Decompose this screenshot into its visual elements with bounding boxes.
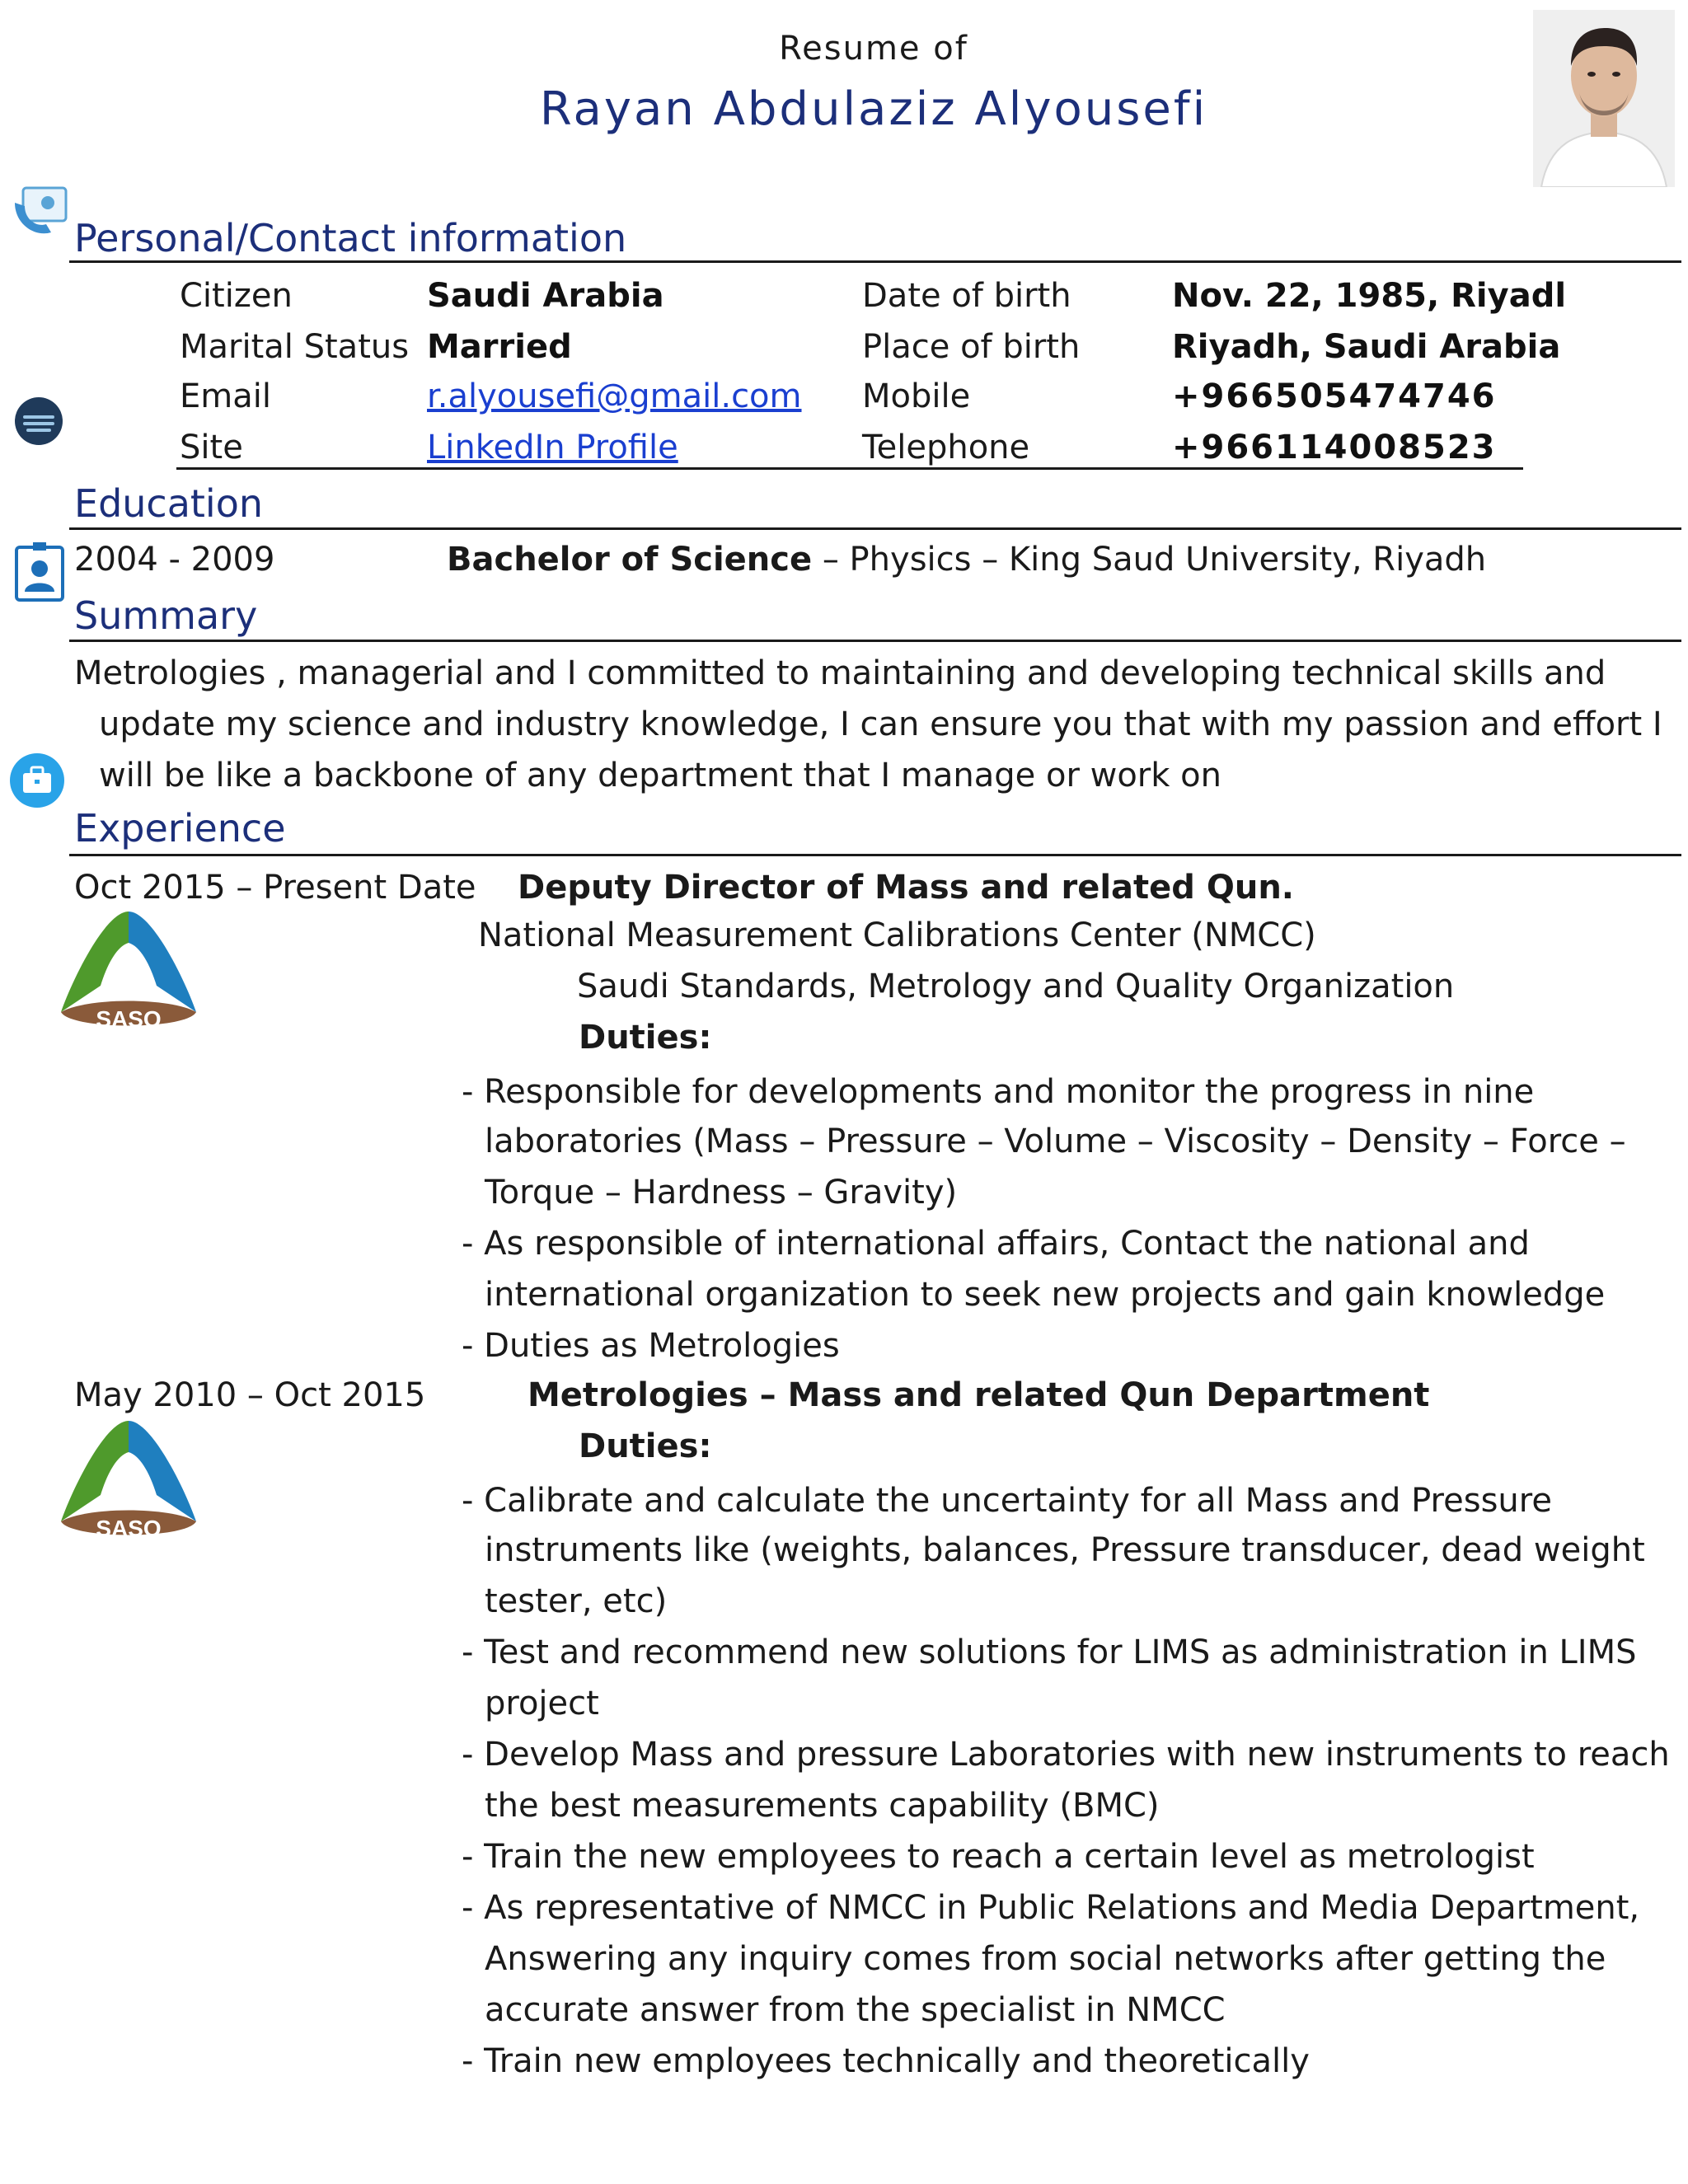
citizen-value: Saudi Arabia xyxy=(427,277,664,315)
section-heading-experience: Experience xyxy=(74,806,286,851)
pob-value: Riyadh, Saudi Arabia xyxy=(1172,328,1561,366)
candidate-name: Rayan Abdulaziz Alyousefi xyxy=(539,82,1208,136)
duty-line: - As representative of NMCC in Public Relations and Media Department, xyxy=(462,1889,1640,1927)
telephone-value: +966114008523 xyxy=(1172,429,1497,466)
education-years: 2004 - 2009 xyxy=(74,541,275,579)
duty-line: tester, etc) xyxy=(485,1582,668,1620)
duty-line: Torque – Hardness – Gravity) xyxy=(485,1174,958,1212)
personal-info-icon xyxy=(13,396,64,447)
duty-line: international organization to seek new projects and gain knowledge xyxy=(485,1276,1606,1314)
summary-line-2: update my science and industry knowledge, I can ensure you that with my passion and effort I xyxy=(99,705,1662,743)
dob-label: Date of birth xyxy=(862,277,1071,315)
education-id-icon xyxy=(13,542,66,603)
duty-line: - Train new employees technically and theoretically xyxy=(462,2042,1310,2080)
pob-label: Place of birth xyxy=(862,328,1081,366)
section-heading-education: Education xyxy=(74,481,264,526)
education-entry xyxy=(447,541,1486,579)
job-title: Deputy Director of Mass and related Qun. xyxy=(518,869,1294,907)
dob-value: Nov. 22, 1985, Riyadl xyxy=(1172,277,1567,315)
section-divider xyxy=(69,640,1681,642)
job-organization: National Measurement Calibrations Center (NMCC) xyxy=(478,916,1316,954)
duties-label: Duties: xyxy=(579,1019,712,1057)
duty-line: - Train the new employees to reach a certain level as metrologist xyxy=(462,1838,1535,1876)
summary-line-3: will be like a backbone of any department that I manage or work on xyxy=(99,757,1221,794)
duty-line: accurate answer from the specialist in NMCC xyxy=(485,1991,1226,2029)
section-heading-personal: Personal/Contact information xyxy=(74,216,627,260)
email-label: Email xyxy=(180,377,271,415)
citizen-label: Citizen xyxy=(180,277,293,315)
linkedin-link[interactable]: LinkedIn Profile xyxy=(427,429,678,466)
person-icon xyxy=(1533,10,1675,187)
email-link[interactable]: r.alyousefi@gmail.com xyxy=(427,377,802,415)
job-title: Metrologies – Mass and related Qun Department xyxy=(528,1376,1430,1414)
duty-line: Answering any inquiry comes from social networks after getting the xyxy=(485,1940,1606,1978)
site-label: Site xyxy=(180,429,243,466)
marital-value: Married xyxy=(427,328,572,366)
marital-label: Marital Status xyxy=(180,328,410,366)
duty-line: laboratories (Mass – Pressure – Volume – Viscosity – Density – Force – xyxy=(485,1122,1626,1160)
saso-logo xyxy=(54,907,203,1038)
section-divider xyxy=(69,260,1681,263)
duty-line: - Responsible for developments and monitor the progress in nine xyxy=(462,1073,1535,1111)
duties-label: Duties: xyxy=(579,1427,712,1465)
mobile-value: +966505474746 xyxy=(1172,377,1497,415)
job-dates: Oct 2015 – Present Date xyxy=(74,869,476,907)
education-degree: Bachelor of Science xyxy=(447,541,813,579)
briefcase-icon xyxy=(8,752,66,809)
profile-photo xyxy=(1533,10,1675,187)
section-divider xyxy=(69,527,1681,530)
duty-line: the best measurements capability (BMC) xyxy=(485,1787,1160,1825)
duty-line: - Develop Mass and pressure Laboratories with new instruments to reach xyxy=(462,1736,1670,1774)
duty-line: - As responsible of international affairs, Contact the national and xyxy=(462,1225,1530,1263)
section-heading-summary: Summary xyxy=(74,593,258,638)
education-details: – Physics – King Saud University, Riyadh xyxy=(812,541,1487,579)
mobile-label: Mobile xyxy=(862,377,971,415)
duty-line: instruments like (weights, balances, Pressure transducer, dead weight xyxy=(485,1531,1645,1569)
logo-text: SASO xyxy=(96,1006,162,1032)
duty-line: - Duties as Metrologies xyxy=(462,1327,840,1365)
duty-line: project xyxy=(485,1685,599,1722)
saso-logo xyxy=(54,1416,203,1548)
summary-line-1: Metrologies , managerial and I committed to maintaining and developing technical skills and xyxy=(74,654,1606,692)
job-dates: May 2010 – Oct 2015 xyxy=(74,1376,426,1414)
resume-prefix: Resume of xyxy=(779,30,968,68)
contact-card-icon xyxy=(10,183,69,241)
logo-text: SASO xyxy=(96,1516,162,1541)
table-bottom-rule xyxy=(176,467,1523,470)
job-organization-parent: Saudi Standards, Metrology and Quality Organization xyxy=(577,968,1455,1005)
telephone-label: Telephone xyxy=(862,429,1030,466)
section-divider xyxy=(69,854,1681,856)
duty-line: - Calibrate and calculate the uncertainty for all Mass and Pressure xyxy=(462,1482,1552,1520)
duty-line: - Test and recommend new solutions for LIMS as administration in LIMS xyxy=(462,1633,1637,1671)
